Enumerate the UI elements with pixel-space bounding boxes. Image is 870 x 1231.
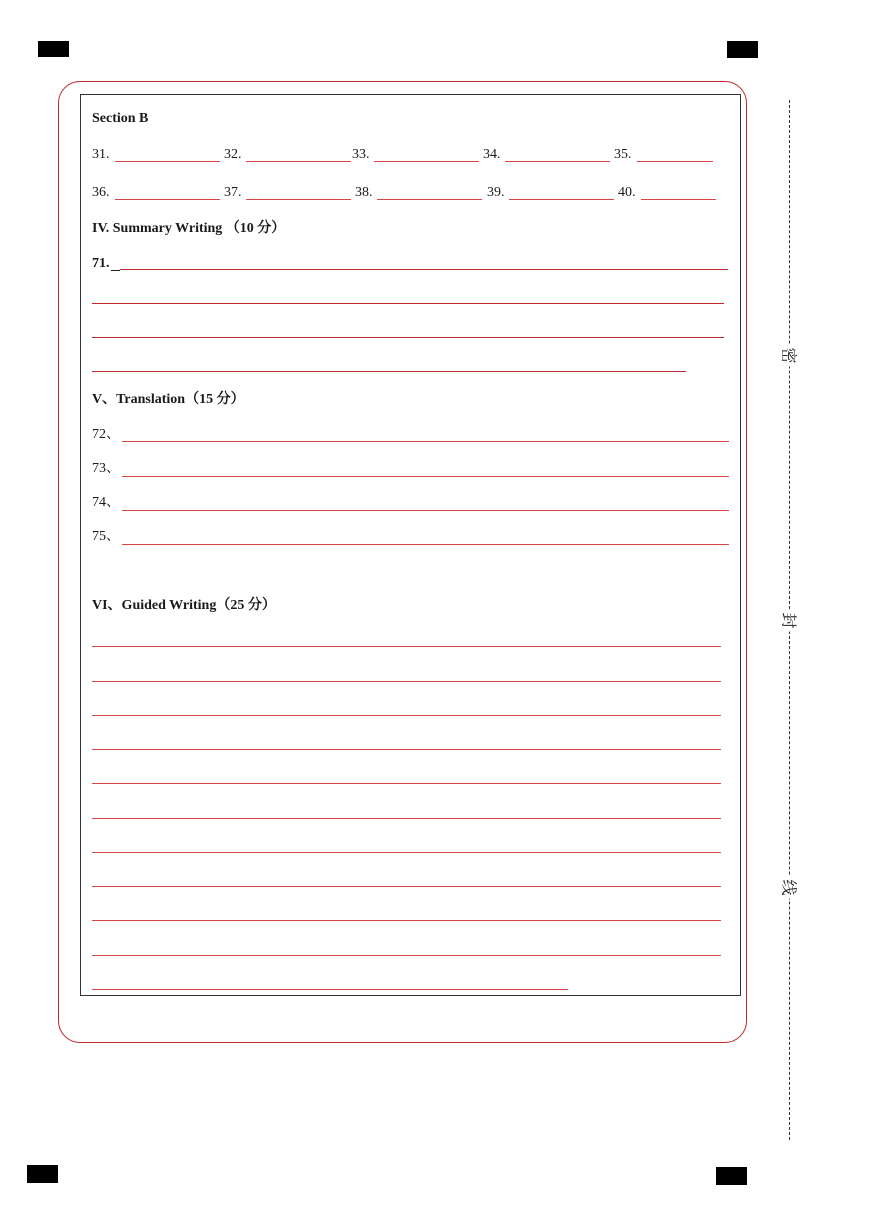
writing-line[interactable] <box>92 989 568 990</box>
answer-label-39: 39. <box>487 185 505 200</box>
writing-line[interactable] <box>92 886 721 887</box>
writing-line[interactable] <box>92 955 721 956</box>
writing-line[interactable] <box>92 715 721 716</box>
translation-answer-line-73[interactable] <box>122 476 729 477</box>
writing-line[interactable] <box>92 920 721 921</box>
registration-mark-top-left <box>38 41 69 57</box>
summary-answer-line-3[interactable] <box>92 337 724 338</box>
answer-line-35[interactable] <box>637 161 713 162</box>
answer-label-34: 34. <box>483 147 501 162</box>
section-b-title: Section B <box>92 111 149 126</box>
answer-label-36: 36. <box>92 185 110 200</box>
answer-line-34[interactable] <box>505 161 610 162</box>
answer-line-40[interactable] <box>641 199 716 200</box>
translation-answer-line-72[interactable] <box>122 441 729 442</box>
translation-label-74: 74、 <box>92 495 120 510</box>
guided-writing-title: VI、Guided Writing（25 分） <box>92 598 276 613</box>
summary-writing-title: IV. Summary Writing （10 分） <box>92 221 286 236</box>
writing-line[interactable] <box>92 818 721 819</box>
answer-line-33[interactable] <box>374 161 479 162</box>
answer-line-37[interactable] <box>246 199 351 200</box>
writing-line[interactable] <box>92 783 721 784</box>
summary-answer-line-2[interactable] <box>92 303 724 304</box>
answer-line-32[interactable] <box>246 161 351 162</box>
seal-char-feng: 封 <box>779 610 802 632</box>
writing-line[interactable] <box>92 749 721 750</box>
seal-char-mi: 密 <box>779 345 802 367</box>
translation-label-73: 73、 <box>92 461 120 476</box>
answer-label-31: 31. <box>92 147 110 162</box>
registration-mark-bottom-right <box>716 1167 747 1185</box>
writing-line[interactable] <box>92 646 721 647</box>
answer-label-37: 37. <box>224 185 242 200</box>
translation-answer-line-75[interactable] <box>122 544 729 545</box>
writing-line[interactable] <box>92 681 721 682</box>
summary-item-label: 71. <box>92 256 110 271</box>
translation-title: V、Translation（15 分） <box>92 392 245 407</box>
answer-label-40: 40. <box>618 185 636 200</box>
answer-line-31[interactable] <box>115 161 220 162</box>
registration-mark-bottom-left <box>27 1165 58 1183</box>
translation-answer-line-74[interactable] <box>122 510 729 511</box>
answer-label-33: 33. <box>352 147 370 162</box>
answer-line-38[interactable] <box>377 199 482 200</box>
seal-char-xian: 线 <box>779 877 802 899</box>
summary-answer-line-1[interactable] <box>120 269 728 270</box>
answer-label-38: 38. <box>355 185 373 200</box>
summary-answer-line-4[interactable] <box>92 371 686 372</box>
answer-line-36[interactable] <box>115 199 220 200</box>
registration-mark-top-right <box>727 41 758 58</box>
translation-label-75: 75、 <box>92 529 120 544</box>
translation-label-72: 72、 <box>92 427 120 442</box>
answer-label-32: 32. <box>224 147 242 162</box>
summary-underline-stub <box>111 270 120 271</box>
answer-label-35: 35. <box>614 147 632 162</box>
writing-line[interactable] <box>92 852 721 853</box>
answer-line-39[interactable] <box>509 199 614 200</box>
